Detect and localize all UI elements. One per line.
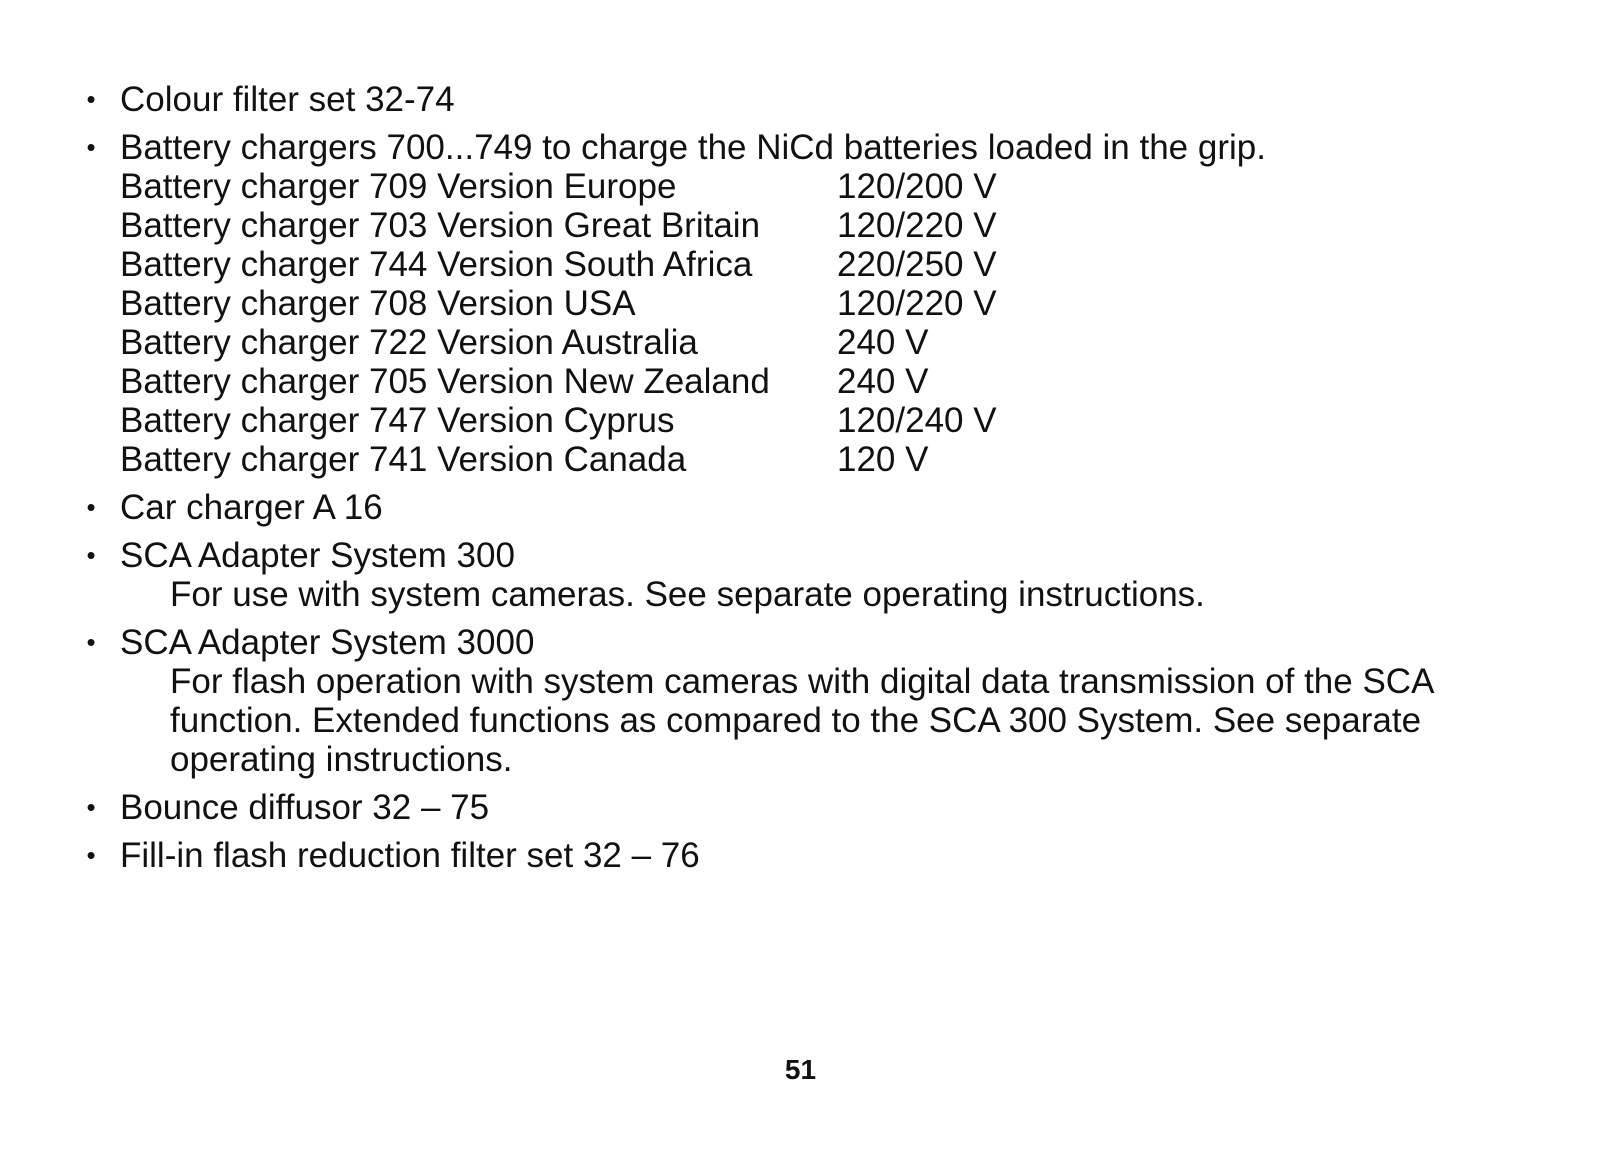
bullet-icon: • <box>86 84 96 114</box>
charger-name: Battery charger 741 Version Canada <box>120 440 687 479</box>
charger-name: Battery charger 747 Version Cyprus <box>120 401 675 440</box>
charger-name: Battery charger 708 Version USA <box>120 284 636 323</box>
item-text: SCA Adapter System 3000 <box>120 623 535 662</box>
charger-voltage: 220/250 V <box>837 245 997 284</box>
charger-voltage: 240 V <box>837 362 929 401</box>
item-text: Car charger A 16 <box>120 488 383 527</box>
table-row <box>120 362 997 401</box>
item-text: Colour filter set 32-74 <box>120 80 455 119</box>
list-item-sca-300 <box>78 536 1518 614</box>
charger-voltage: 120/220 V <box>837 206 997 245</box>
table-row <box>120 323 997 362</box>
bullet-icon: • <box>86 792 96 822</box>
charger-voltage: 120 V <box>837 440 929 479</box>
item-text: Fill-in flash reduction filter set 32 – 76 <box>120 836 700 875</box>
charger-name: Battery charger 703 Version Great Britain <box>120 206 761 245</box>
charger-name: Battery charger 722 Version Australia <box>120 323 698 362</box>
accessory-list <box>78 80 1518 884</box>
item-text: SCA Adapter System 300 <box>120 536 515 575</box>
table-row <box>120 284 997 323</box>
table-row <box>120 167 997 206</box>
bullet-icon: • <box>86 132 96 162</box>
item-description: For use with system cameras. See separate operating instructions. <box>170 575 1205 614</box>
bullet-icon: • <box>86 627 96 657</box>
list-item-car-charger <box>78 488 1518 527</box>
bullet-icon: • <box>86 540 96 570</box>
list-item-sca-3000 <box>78 623 1518 779</box>
list-item-bounce-diffusor <box>78 788 1518 827</box>
table-row <box>120 401 997 440</box>
bullet-icon: • <box>86 840 96 870</box>
charger-voltage: 120/220 V <box>837 284 997 323</box>
table-row <box>120 206 997 245</box>
charger-name: Battery charger 709 Version Europe <box>120 167 677 206</box>
item-text: Battery chargers 700...749 to charge the NiCd batteries loaded in the grip. <box>120 128 1266 167</box>
page-number: 51 <box>784 1054 817 1085</box>
charger-table <box>120 167 997 479</box>
list-item-colour-filter <box>78 80 1518 119</box>
table-row <box>120 245 997 284</box>
list-item-battery-chargers <box>78 128 1518 479</box>
charger-voltage: 120/240 V <box>837 401 997 440</box>
charger-name: Battery charger 705 Version New Zealand <box>120 362 770 401</box>
list-item-fill-in-filter <box>78 836 1518 875</box>
item-description: For flash operation with system cameras with digital data transmission of the SCA function. Extended functions as compared to the SCA 300 System. See separate operating instructions. <box>170 662 1433 779</box>
bullet-icon: • <box>86 492 96 522</box>
charger-name: Battery charger 744 Version South Africa <box>120 245 753 284</box>
table-row <box>120 440 997 479</box>
charger-voltage: 120/200 V <box>837 167 997 206</box>
charger-voltage: 240 V <box>837 323 929 362</box>
item-text: Bounce diffusor 32 – 75 <box>120 788 490 827</box>
